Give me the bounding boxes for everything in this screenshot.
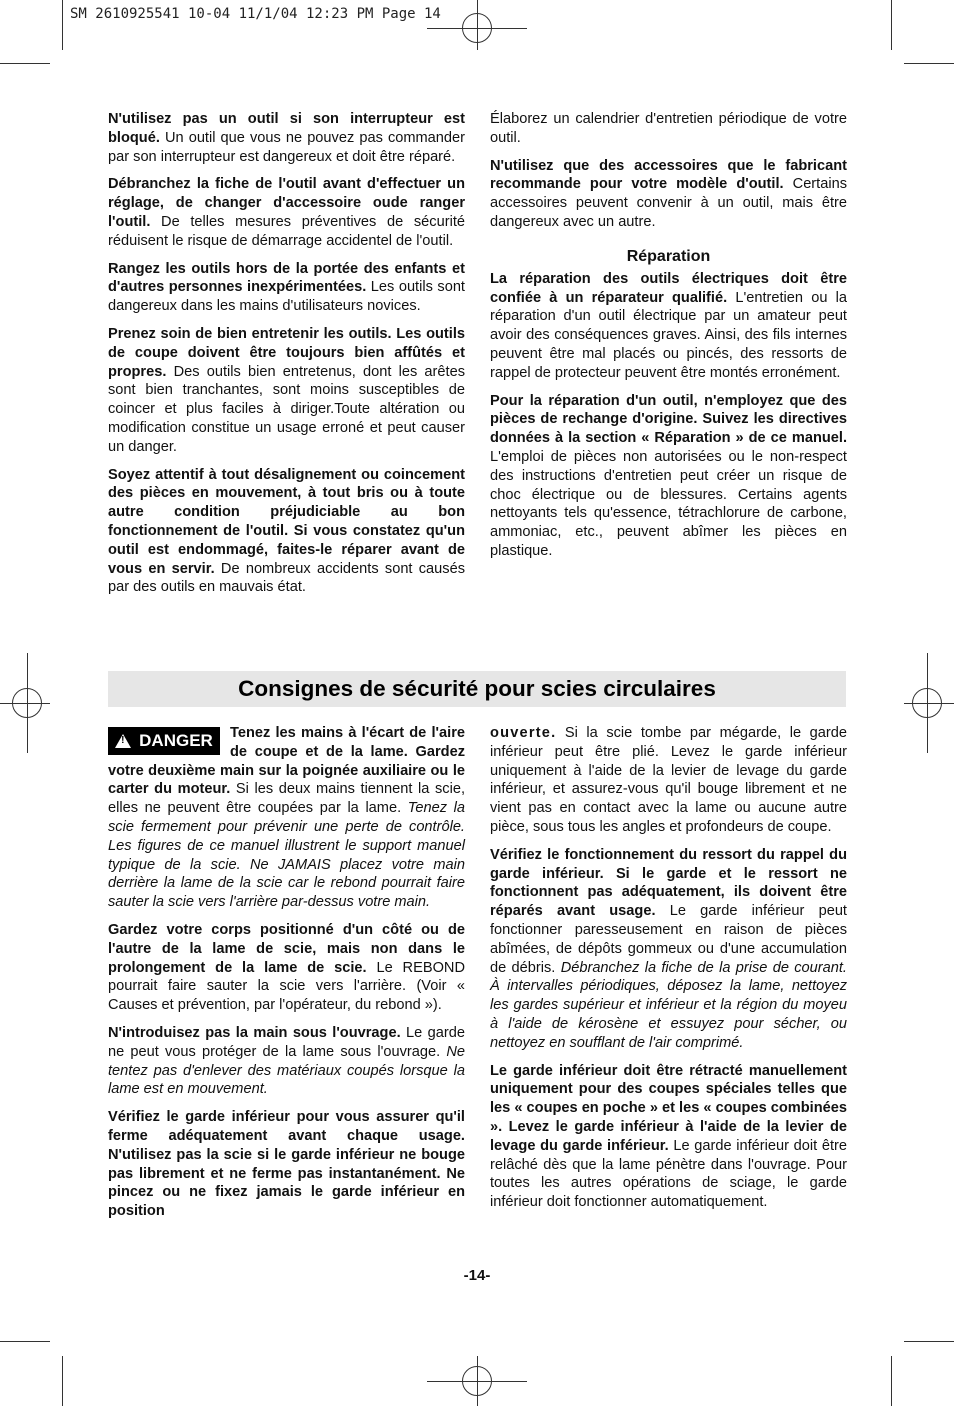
- bottom-left-column: [108, 724, 465, 1230]
- paragraph: Prenez soin de bien entretenir les outils. Les outils de coupe doivent être toujours bien affûtés et propres. Des outils bien entretenus, dont les arêtes sont bien tranchantes, sont moins susceptibles de coincer et plus faciles à diriger.Toute altération ou modification constitue un usage erroné et peut causer un danger.: [108, 325, 465, 455]
- paragraph: Soyez attentif à tout désalignement ou coincement des pièces en mouvement, à tout bris ou à toute autre condition préjudiciable au bon fonctionnement de l'outil. Si vous constatez qu'un outil est endommagé, faites-le réparer avant de vous en servir. De nombreux accidents sont causés par des outils en mauvais état.: [108, 466, 465, 596]
- paragraph: Gardez votre corps positionné d'un côté ou de l'autre de la lame de scie, mais non dans le prolongement de la lame de scie. Le REBOND pourrait faire sauter la scie vers l'arrière. (Voir « Causes et prévention, par l'opérateur, du rebond »).: [108, 921, 465, 1014]
- paragraph: N'utilisez que des accessoires que le fabricant recommande pour votre modèle d'outil. Certains accessoires peuvent convenir à un outil, mais être dangereux avec un autre.: [490, 157, 847, 230]
- paragraph: N'introduisez pas la main sous l'ouvrage. Le garde ne peut vous protéger de la lame sous l'ouvrage. Ne tentez pas d'enlever des matériaux coupés lorsque la lame est en mouvement.: [108, 1024, 465, 1098]
- paragraph: La réparation des outils électriques doit être confiée à un réparateur qualifié. L'entretien ou la réparation d'un outil électrique par un amateur peut avoir des conséquences graves. Ainsi, des fils internes peuvent être mal placés ou pincés, des ressorts de rappel de protecteur peuvent être montés erronément.: [490, 270, 847, 381]
- bottom-right-column: [490, 724, 847, 1221]
- page-number: -14-: [463, 1267, 491, 1284]
- paragraph: Débranchez la fiche de l'outil avant d'effectuer un réglage, de changer d'accessoire oude ranger l'outil. De telles mesures préventives de sécurité réduisent le risque de démarrage accidentel de l'outil.: [108, 176, 465, 249]
- danger-label: ! DANGER: [108, 727, 220, 755]
- paragraph: Tenez les mains à l'écart de l'aire de coupe et de la lame. Gardez votre deuxième main sur la poignée auxiliaire ou le carter du moteur. Si les deux mains tiennent la scie, elles ne peuvent être coupées par la lame. Tenez la scie fermement pour prévenir une perte de contrôle. Les figures de ce manuel illustrent le support manuel typique de la scie. Ne JAMAIS placez votre main derrière la lame de la scie car le rebond pourrait faire sauter la scie vers l'arrière par-dessus votre main.: [108, 725, 466, 911]
- paragraph: Vérifiez le garde inférieur pour vous assurer qu'il ferme adéquatement avant chaque usage. N'utilisez pas la scie si le garde inférieur ne bouge pas librement et ne ferme pas instantanément. Ne pincez ou ne fixez jamais le garde inférieur en position: [108, 1109, 465, 1220]
- top-right-column: [490, 110, 847, 570]
- paragraph: Élaborez un calendrier d'entretien périodique de votre outil.: [490, 111, 847, 146]
- paragraph: Le garde inférieur doit être rétracté manuellement uniquement pour des coupes spéciales telles que les « coupes en poche » et les « coupes combinées ». Levez le garde inférieur à l'aide de la levier de levage du garde inférieur. Le garde inférieur doit être relâché dès que la lame pénètre dans l'ouvrage. Pour toutes les autres opérations de sciage, le garde inférieur doit fonctionner automatiquement.: [490, 1062, 847, 1211]
- paragraph: Rangez les outils hors de la portée des enfants et d'autres personnes inexpérimentées. Les outils sont dangereux dans les mains d'utilisateurs novices.: [108, 260, 465, 315]
- paragraph: N'utilisez pas un outil si son interrupteur est bloqué. Un outil que vous ne pouvez pas commander par son interrupteur est dangereux et doit être réparé.: [108, 111, 465, 165]
- paragraph: Vérifiez le fonctionnement du ressort du rappel du garde inférieur. Si le garde et le ressort ne fonctionnent pas adéquatement, ils doivent être réparés avant usage. Le garde inférieur peut fonctionner paresseusement en raison de pièces abîmées, de dépôts gommeux ou d'une accumulation de débris. Débranchez la fiche de la prise de courant. À intervalles périodiques, déposez la lame, nettoyez les gardes supérieur et inférieur et la région du moyeu à l'aide de kérosène et essuyez pour sécher, ou nettoyez en soufflant de l'air comprimé.: [490, 846, 847, 1051]
- top-left-column: [108, 110, 465, 606]
- warning-triangle-icon: !: [115, 734, 131, 748]
- print-slug: SM 2610925541 10-04 11/1/04 12:23 PM Page 14: [70, 6, 441, 22]
- section-banner-title: Consignes de sécurité pour scies circulaires: [108, 671, 846, 707]
- paragraph: ouverte. Si la scie tombe par mégarde, le garde inférieur peut être plié. Levez le garde inférieur uniquement à l'aide de la levier de levage du garde inférieur, et assurez-vous qu'il bouge librement et ne vient pas en contact avec la lame ou aucune autre pièce, sous tous les angles et profondeurs de coupe.: [490, 725, 847, 835]
- paragraph: Pour la réparation d'un outil, n'employez que des pièces de rechange d'origine. Suivez les directives données à la section « Réparation » de ce manuel. L'emploi de pièces non autorisées ou le non-respect des instructions d'entretien peut créer un risque de choc électrique ou de blessures. Certains agents nettoyants tels qu'essence, tétrachlorure de carbone, ammoniac, etc., peuvent abîmer les pièces en plastique.: [490, 392, 847, 559]
- reparation-heading: Réparation: [626, 247, 711, 265]
